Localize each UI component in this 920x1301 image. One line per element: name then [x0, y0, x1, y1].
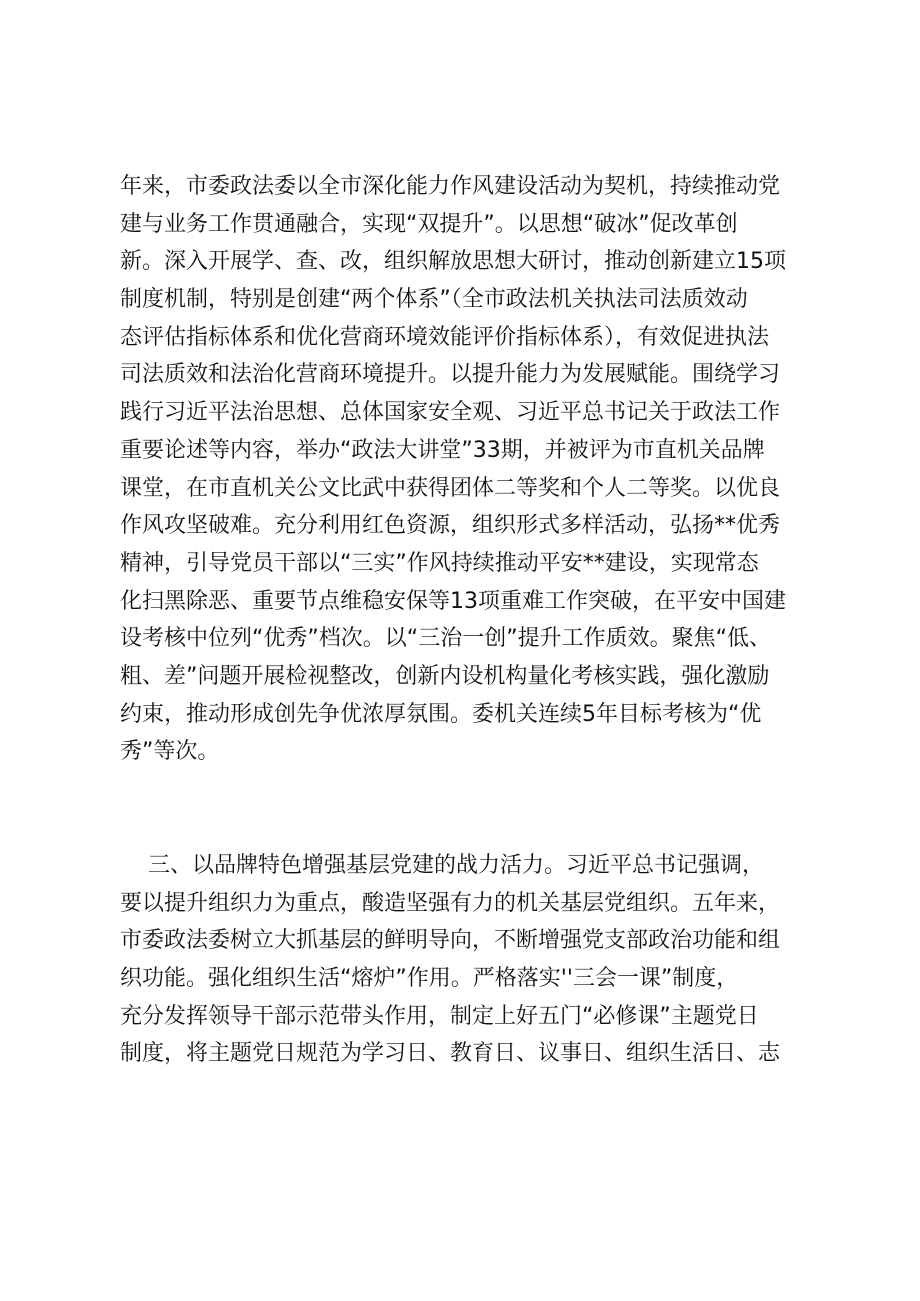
text-line: 制度，将主题党日规范为学习日、教育日、议事日、组织生活日、志: [120, 1041, 781, 1067]
text-line: 课堂，在市直机关公文比武中获得团体二等奖和个人二等奖。以优良: [120, 475, 781, 501]
text-line: 制度机制，特别是创建“两个体系”（全市政法机关执法司法质效动: [120, 287, 748, 313]
text-line: 设考核中位列“优秀”档次。以“三治一创”提升工作质效。聚焦“低、: [120, 626, 771, 652]
section-heading-line: 三、以品牌特色增强基层党建的战力活力。习近平总书记强调，: [120, 853, 764, 878]
text-line: 作风攻坚破难。充分利用红色资源，组织形式多样活动，弘扬**优秀: [120, 513, 781, 539]
text-line: 市委政法委树立大抓基层的鲜明导向，不断增强党支部政治功能和组: [120, 928, 781, 954]
text-line: 新。深入开展学、查、改，组织解放思想大研讨，推动创新建立15项: [120, 249, 786, 275]
text-line: 年来，市委政法委以全市深化能力作风建设活动为契机，持续推动党: [120, 174, 781, 199]
text-line: 精神，引导党员干部以“三实”作风持续推动平安**建设，实现常态: [120, 550, 759, 576]
text-line: 建与业务工作贯通融合，实现“双提升”。以思想“破冰”促改革创: [120, 211, 738, 237]
text-line: 约束，推动形成创先争优浓厚氛围。委机关连续5年目标考核为“优: [120, 701, 762, 727]
text-line: 秀”等次。: [120, 739, 220, 765]
text-line: 践行习近平法治思想、总体国家安全观、习近平总书记关于政法工作: [120, 400, 781, 426]
text-line: 重要论述等内容，举办“政法大讲堂”33期，并被评为市直机关品牌: [120, 437, 765, 463]
text-line: 织功能。强化组织生活“熔炉”作用。严格落实''三会一课”制度，: [120, 966, 739, 992]
paragraph-party-building-integration: [120, 168, 800, 771]
text-line: 司法质效和法治化营商环境提升。以提升能力为发展赋能。围绕学习: [120, 362, 781, 388]
text-line: 充分发挥领导干部示范带头作用，制定上好五门“必修课”主题党日: [120, 1003, 759, 1029]
text-line: 态评估指标体系和优化营商环境效能评价指标体系），有效促进执法: [120, 324, 770, 350]
text-line: 粗、差”问题开展检视整改，创新内设机构量化考核实践，强化激励: [120, 663, 770, 689]
text-line: 要以提升组织力为重点，酸造坚强有力的机关基层党组织。五年来，: [120, 890, 781, 916]
text-line: 化扫黑除恶、重要节点维稳安保等13项重难工作突破，在平安中国建: [120, 588, 786, 614]
paragraph-section-three: [120, 847, 800, 1073]
